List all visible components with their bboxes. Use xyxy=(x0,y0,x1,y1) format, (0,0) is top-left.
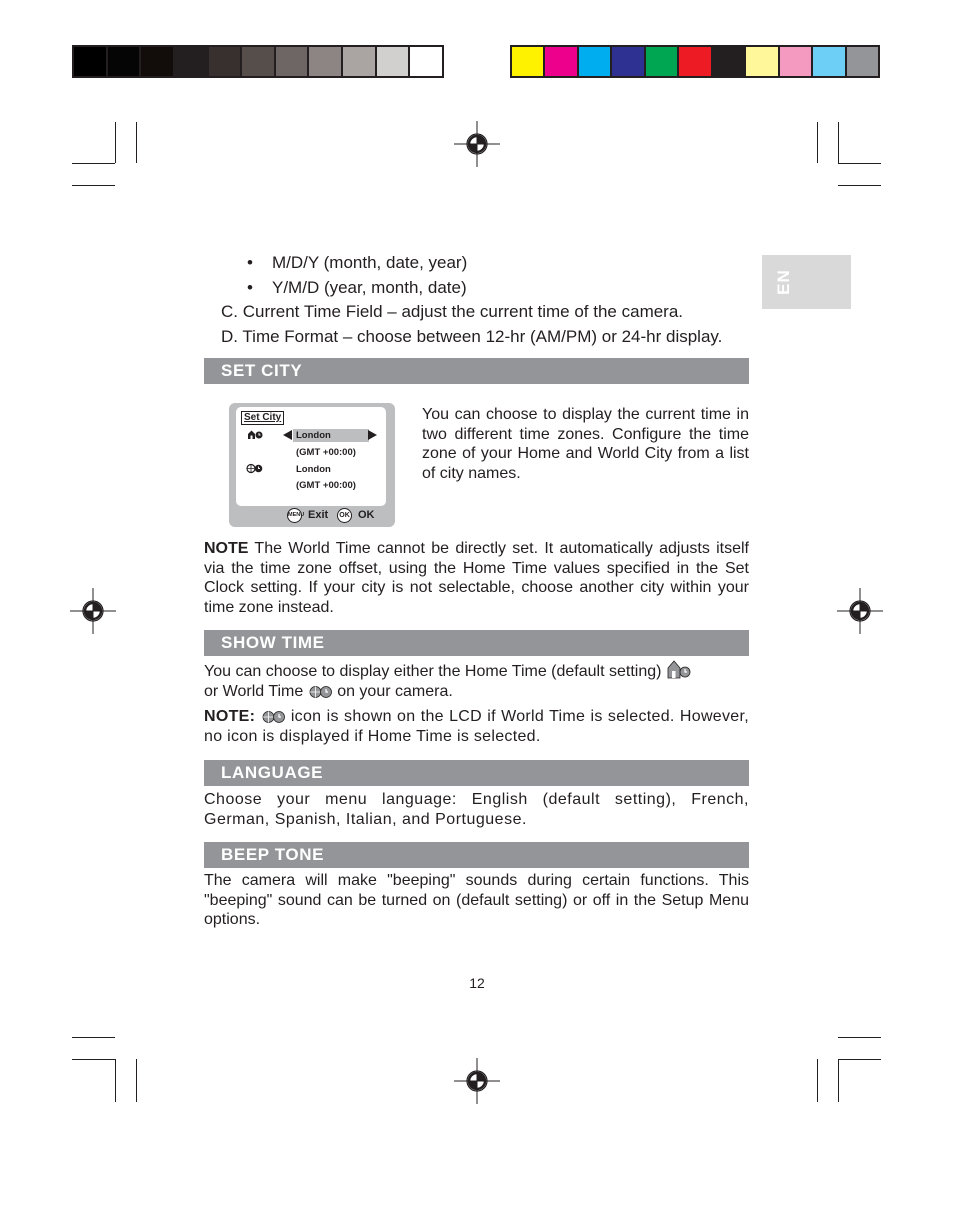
color-swatch xyxy=(242,47,276,76)
show-time-description xyxy=(204,659,749,701)
crop-mark xyxy=(115,122,116,163)
section-heading-language xyxy=(204,760,749,786)
section-heading-text: SET CITY xyxy=(221,361,303,380)
lcd-world-city: London xyxy=(296,464,331,475)
color-swatch xyxy=(847,47,878,76)
color-swatch xyxy=(512,47,545,76)
color-swatch xyxy=(679,47,712,76)
crop-mark xyxy=(72,1059,115,1060)
show-time-text: You can choose to display either the Home Time (default setting) xyxy=(204,663,662,680)
registration-mark-icon xyxy=(454,121,500,167)
note-text: icon is shown on the LCD if World Time is selected. However, no icon is displayed if Home Time is selected. xyxy=(204,708,749,745)
section-heading-text: SHOW TIME xyxy=(221,633,325,652)
color-swatch xyxy=(612,47,645,76)
color-swatch xyxy=(74,47,108,76)
lcd-ok-label: OK xyxy=(358,509,375,521)
color-swatch xyxy=(410,47,442,76)
grayscale-calibration-bar xyxy=(72,45,444,78)
note-label: NOTE xyxy=(204,540,249,557)
crop-mark xyxy=(838,1037,881,1038)
set-city-note xyxy=(204,539,749,617)
language-tab-label: EN xyxy=(774,269,793,295)
color-calibration-bar xyxy=(510,45,880,78)
home-time-icon xyxy=(666,659,691,679)
lcd-illustration xyxy=(229,403,395,527)
color-swatch xyxy=(813,47,846,76)
page-number: 12 xyxy=(469,975,485,991)
lcd-menu-button: MENU xyxy=(287,508,302,523)
date-format-list xyxy=(247,250,467,300)
color-swatch xyxy=(141,47,175,76)
color-swatch xyxy=(276,47,310,76)
crop-mark xyxy=(72,1037,115,1038)
registration-mark-icon xyxy=(837,588,883,634)
color-swatch xyxy=(343,47,377,76)
lcd-title: Set City xyxy=(241,411,284,425)
section-heading-set-city xyxy=(204,358,749,384)
section-heading-beep-tone xyxy=(204,842,749,868)
home-time-icon xyxy=(247,429,263,440)
color-swatch xyxy=(108,47,142,76)
crop-mark xyxy=(136,122,137,163)
world-time-icon xyxy=(246,463,263,474)
crop-mark xyxy=(838,122,839,163)
crop-mark xyxy=(136,1059,137,1102)
world-time-icon xyxy=(308,683,333,699)
lcd-world-offset: (GMT +00:00) xyxy=(296,480,356,491)
beep-tone-description: The camera will make "beeping" sounds during certain functions. This "beeping" sound can be turned on (default setting) or off in the Setup Menu options. xyxy=(204,872,749,928)
show-time-note xyxy=(204,707,749,746)
crop-mark xyxy=(72,185,115,186)
crop-mark xyxy=(115,1059,116,1102)
lcd-exit-label: Exit xyxy=(308,509,329,521)
registration-mark-icon xyxy=(454,1058,500,1104)
list-item: • Y/M/D (year, month, date) xyxy=(247,275,467,300)
note-text: The World Time cannot be directly set. It automatically adjusts itself via the time zone offset, using the Home Time values specified in the Set Clock setting. If your city is not selectable, choose another city within your time zone instead. xyxy=(204,540,749,616)
world-time-icon xyxy=(261,708,286,724)
section-heading-text: BEEP TONE xyxy=(221,845,325,864)
list-item: C. Current Time Field – adjust the current time of the camera. xyxy=(221,302,684,321)
crop-mark xyxy=(817,122,818,163)
show-time-text: or World Time xyxy=(204,682,304,700)
color-swatch xyxy=(545,47,578,76)
set-city-description: You can choose to display the current time in two different time zones. Configure the time zone of your Home and World City from a list of city names. xyxy=(422,406,749,482)
lcd-screen xyxy=(236,407,386,506)
crop-mark xyxy=(838,163,881,164)
arrow-right-icon xyxy=(367,429,378,441)
language-tab xyxy=(762,255,851,309)
language-description: Choose your menu language: English (default setting), French, German, Spanish, Italian, and Portuguese. xyxy=(204,791,749,828)
color-swatch xyxy=(377,47,411,76)
section-heading-show-time xyxy=(204,630,749,656)
note-label: NOTE: xyxy=(204,708,256,725)
crop-mark xyxy=(838,185,881,186)
list-item: • M/D/Y (month, date, year) xyxy=(247,250,467,275)
arrow-left-icon xyxy=(282,429,293,441)
registration-mark-icon xyxy=(70,588,116,634)
color-swatch xyxy=(780,47,813,76)
settings-items xyxy=(221,299,722,349)
crop-mark xyxy=(817,1059,818,1102)
crop-mark xyxy=(838,1059,839,1102)
list-item: D. Time Format – choose between 12-hr (AM/PM) or 24-hr display. xyxy=(221,327,723,346)
show-time-text: on your camera. xyxy=(337,682,453,700)
crop-mark xyxy=(838,1059,881,1060)
crop-mark xyxy=(72,163,115,164)
color-swatch xyxy=(309,47,343,76)
color-swatch xyxy=(209,47,243,76)
section-heading-text: LANGUAGE xyxy=(221,763,324,782)
color-swatch xyxy=(579,47,612,76)
color-swatch xyxy=(746,47,779,76)
color-swatch xyxy=(175,47,209,76)
lcd-home-city: London xyxy=(296,430,331,441)
lcd-ok-button: OK xyxy=(337,508,352,523)
color-swatch xyxy=(713,47,746,76)
lcd-home-offset: (GMT +00:00) xyxy=(296,447,356,458)
color-swatch xyxy=(646,47,679,76)
